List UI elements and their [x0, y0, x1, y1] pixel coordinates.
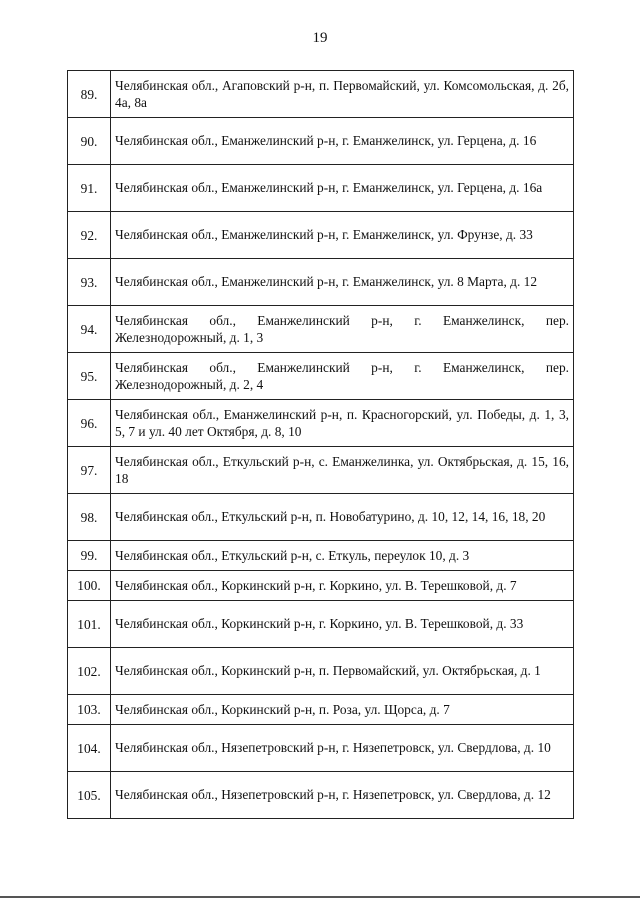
bottom-rule	[0, 896, 640, 898]
address-cell: Челябинская обл., Еткульский р-н, с. Еманжелинка, ул. Октябрьская, д. 15, 16, 18	[111, 447, 574, 494]
table-row	[68, 259, 574, 306]
address-cell: Челябинская обл., Нязепетровский р-н, г. Нязепетровск, ул. Свердлова, д. 10	[111, 725, 574, 772]
address-cell: Челябинская обл., Коркинский р-н, п. Роза, ул. Щорса, д. 7	[111, 695, 574, 725]
address-cell: Челябинская обл., Коркинский р-н, г. Коркино, ул. В. Терешковой, д. 7	[111, 571, 574, 601]
address-cell: Челябинская обл., Еманжелинский р-н, г. Еманжелинск, пер. Железнодорожный, д. 1, 3	[111, 306, 574, 353]
address-cell: Челябинская обл., Еманжелинский р-н, г. Еманжелинск, ул. Герцена, д. 16а	[111, 165, 574, 212]
table-row	[68, 772, 574, 819]
row-number: 98.	[68, 494, 111, 541]
table-row	[68, 118, 574, 165]
table-row	[68, 447, 574, 494]
row-number: 96.	[68, 400, 111, 447]
address-cell: Челябинская обл., Еткульский р-н, с. Еткуль, переулок 10, д. 3	[111, 541, 574, 571]
table-row	[68, 541, 574, 571]
table-row	[68, 165, 574, 212]
row-number: 99.	[68, 541, 111, 571]
row-number: 105.	[68, 772, 111, 819]
address-table	[67, 70, 574, 819]
row-number: 95.	[68, 353, 111, 400]
address-cell: Челябинская обл., Еманжелинский р-н, г. Еманжелинск, ул. Фрунзе, д. 33	[111, 212, 574, 259]
table-row	[68, 306, 574, 353]
page-number: 19	[312, 30, 328, 46]
address-cell: Челябинская обл., Еманжелинский р-н, г. Еманжелинск, ул. Герцена, д. 16	[111, 118, 574, 165]
row-number: 92.	[68, 212, 111, 259]
address-cell: Челябинская обл., Еманжелинский р-н, п. Красногорский, ул. Победы, д. 1, 3, 5, 7 и ул. 40 лет Октября, д. 8, 10	[111, 400, 574, 447]
row-number: 103.	[68, 695, 111, 725]
row-number: 93.	[68, 259, 111, 306]
row-number: 102.	[68, 648, 111, 695]
row-number: 97.	[68, 447, 111, 494]
table-row	[68, 71, 574, 118]
address-cell: Челябинская обл., Еманжелинский р-н, г. Еманжелинск, ул. 8 Марта, д. 12	[111, 259, 574, 306]
address-cell: Челябинская обл., Коркинский р-н, п. Первомайский, ул. Октябрьская, д. 1	[111, 648, 574, 695]
row-number: 101.	[68, 601, 111, 648]
row-number: 104.	[68, 725, 111, 772]
table-row	[68, 212, 574, 259]
table-row	[68, 648, 574, 695]
row-number: 91.	[68, 165, 111, 212]
row-number: 100.	[68, 571, 111, 601]
table-row	[68, 695, 574, 725]
row-number: 94.	[68, 306, 111, 353]
address-cell: Челябинская обл., Еткульский р-н, п. Новобатурино, д. 10, 12, 14, 16, 18, 20	[111, 494, 574, 541]
table-row	[68, 494, 574, 541]
table-row	[68, 571, 574, 601]
row-number: 90.	[68, 118, 111, 165]
address-cell: Челябинская обл., Нязепетровский р-н, г. Нязепетровск, ул. Свердлова, д. 12	[111, 772, 574, 819]
address-cell: Челябинская обл., Еманжелинский р-н, г. Еманжелинск, пер. Железнодорожный, д. 2, 4	[111, 353, 574, 400]
row-number: 89.	[68, 71, 111, 118]
address-cell: Челябинская обл., Агаповский р-н, п. Первомайский, ул. Комсомольская, д. 2б, 4а, 8а	[111, 71, 574, 118]
table-row	[68, 353, 574, 400]
table-row	[68, 400, 574, 447]
address-cell: Челябинская обл., Коркинский р-н, г. Коркино, ул. В. Терешковой, д. 33	[111, 601, 574, 648]
table-row	[68, 725, 574, 772]
table-row	[68, 601, 574, 648]
